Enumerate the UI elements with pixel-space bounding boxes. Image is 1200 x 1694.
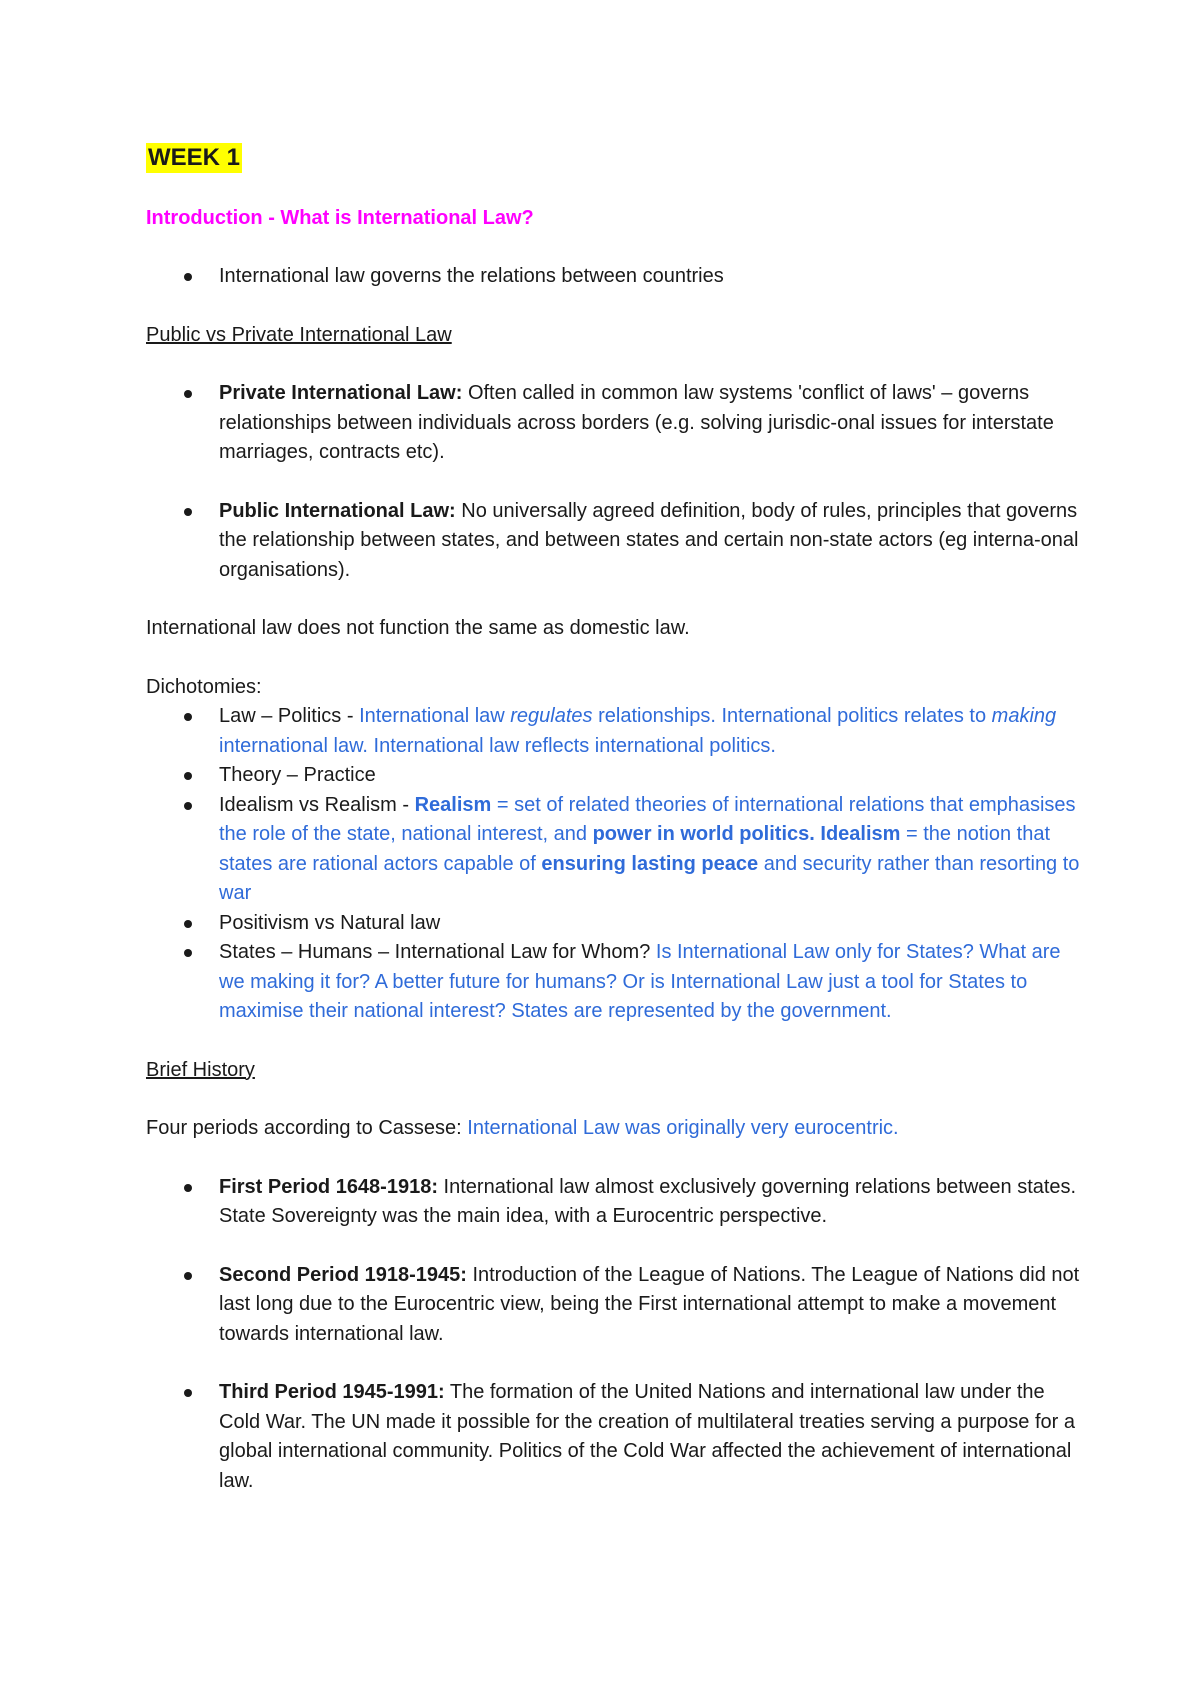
- history-intro: Four periods according to Cassese: International Law was originally very eurocentric.: [146, 1117, 899, 1139]
- bullet-icon: [184, 713, 192, 721]
- public-private-heading: Public vs Private International Law: [146, 323, 452, 346]
- document-body: [146, 143, 1086, 1496]
- page-title: WEEK 1: [148, 144, 241, 171]
- history-heading: Brief History: [146, 1058, 255, 1081]
- list-item: Public International Law: No universally agreed definition, body of rules, principles that governs the relationship between states, and between states and certain non-state actors (eg interna-onal organisations).: [146, 497, 1086, 586]
- bullet-icon: [184, 1184, 192, 1192]
- public-private-list: [146, 379, 1086, 585]
- list-item: Third Period 1945-1991: The formation of the United Nations and international law under the Cold War. The UN made it possible for the creation of multilateral treaties serving a purpose for a global international community. Politics of the Cold War affected the achievement of international law.: [146, 1378, 1086, 1496]
- list-spacer: [146, 468, 1086, 497]
- list-item: Theory – Practice: [146, 761, 1086, 791]
- bullet-icon: [184, 772, 192, 780]
- bullet-icon: [184, 1272, 192, 1280]
- list-item: Positivism vs Natural law: [146, 909, 1086, 939]
- history-periods-list: [146, 1173, 1086, 1497]
- bullet-icon: [184, 802, 192, 810]
- list-item: Law – Politics - International law regulates relationships. International politics relates to making international law. International law reflects international politics.: [146, 702, 1086, 761]
- list-spacer: [146, 1232, 1086, 1261]
- list-item: First Period 1648-1918: International law almost exclusively governing relations between states. State Sovereignty was the main idea, with a Eurocentric perspective.: [146, 1173, 1086, 1232]
- bullet-icon: [184, 273, 192, 281]
- intro-list: [146, 262, 1086, 292]
- list-spacer: [146, 1349, 1086, 1378]
- dichotomies-label: Dichotomies:: [146, 675, 262, 698]
- list-item: Second Period 1918-1945: Introduction of the League of Nations. The League of Nations did not last long due to the Eurocentric view, being the First international attempt to make a movement towards international law.: [146, 1261, 1086, 1350]
- list-item: Idealism vs Realism - Realism = set of related theories of international relations that emphasises the role of the state, national interest, and power in world politics. Idealism = the notion that states are rational actors capable of ensuring lasting peace and security rather than resorting to war: [146, 791, 1086, 909]
- section-subtitle: Introduction - What is International Law?: [146, 206, 534, 229]
- bullet-icon: [184, 1389, 192, 1397]
- bullet-icon: [184, 949, 192, 957]
- dichotomies-list: [146, 702, 1086, 1027]
- list-item: Private International Law: Often called in common law systems 'conflict of laws' – governs relationships between individuals across borders (e.g. solving jurisdic-onal issues for interstate marriages, contracts etc).: [146, 379, 1086, 468]
- bullet-icon: [184, 390, 192, 398]
- list-item: International law governs the relations between countries: [146, 262, 1086, 292]
- bullet-icon: [184, 920, 192, 928]
- bullet-icon: [184, 508, 192, 516]
- domestic-note: International law does not function the same as domestic law.: [146, 617, 690, 639]
- list-item: States – Humans – International Law for Whom? Is International Law only for States? What are we making it for? A better future for humans? Or is International Law just a tool for States to maximise their national interest? States are represented by the government.: [146, 938, 1086, 1027]
